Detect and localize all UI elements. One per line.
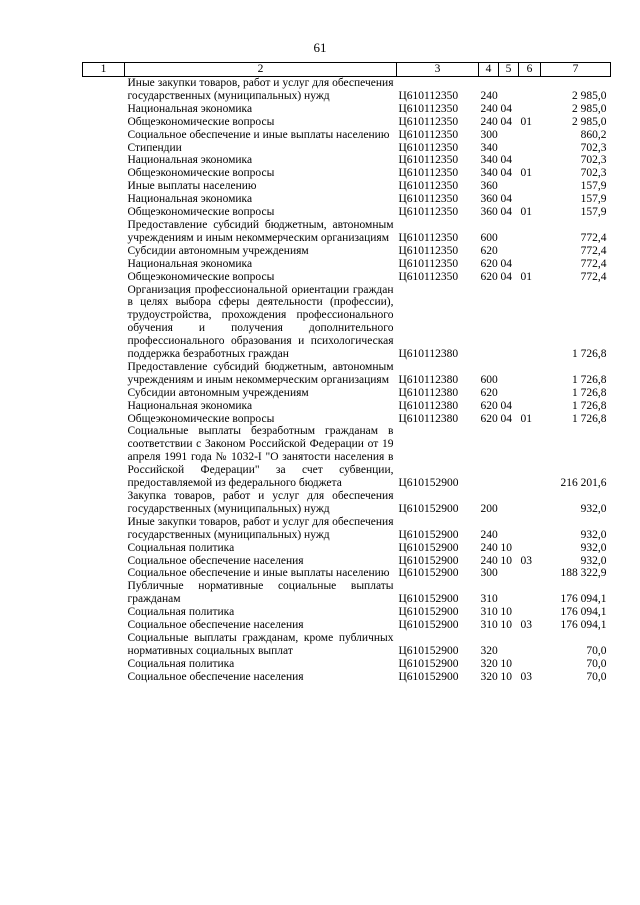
row-section (499, 567, 519, 580)
row-expense-type: 320 (480, 644, 498, 657)
table-row (83, 413, 611, 426)
row-expense-type: 310 (480, 619, 498, 632)
row-number-cell (83, 167, 125, 180)
row-target-code: Ц610112350 (398, 102, 459, 115)
table-row (83, 606, 611, 619)
table-row (83, 490, 611, 516)
row-target-code: Ц610112350 (398, 154, 459, 167)
row-section (499, 516, 519, 542)
row-section: 04 (500, 399, 512, 412)
table-row (83, 167, 611, 180)
row-subsection (519, 129, 541, 142)
row-expense-type: 620 (480, 412, 498, 425)
row-section (499, 180, 519, 193)
row-subsection (519, 193, 541, 206)
row-name: Общеэкономические вопросы (127, 206, 275, 219)
row-expense-type: 340 (480, 154, 498, 167)
row-name: Субсидии автономным учреждениям (127, 244, 309, 257)
row-section: 04 (500, 412, 512, 425)
row-section: 04 (500, 154, 512, 167)
row-number-cell (83, 142, 125, 155)
row-name: Национальная экономика (127, 193, 253, 206)
row-name: Иные выплаты населению (127, 180, 257, 193)
row-target-code: Ц610152900 (398, 502, 459, 515)
row-target-code: Ц610112350 (398, 231, 459, 244)
column-header-6: 6 (519, 63, 541, 77)
row-amount: 702,3 (580, 154, 607, 167)
table-row (83, 142, 611, 155)
row-target-code: Ц610152900 (398, 657, 459, 670)
row-name: Национальная экономика (127, 154, 253, 167)
row-target-code: Ц610112350 (398, 115, 459, 128)
row-name: Социальная политика (127, 606, 235, 619)
table-row (83, 206, 611, 219)
table-row (83, 632, 611, 658)
row-expense-type: 240 (480, 89, 498, 102)
row-subsection: 03 (520, 554, 532, 567)
row-number-cell (83, 400, 125, 413)
row-section: 10 (500, 619, 512, 632)
table-row (83, 361, 611, 387)
row-target-code: Ц610112350 (398, 167, 459, 180)
table-row (83, 619, 611, 632)
row-target-code: Ц610112350 (398, 270, 459, 283)
row-subsection (519, 284, 541, 361)
row-name: Социальное обеспечение и иные выплаты населению (127, 567, 390, 580)
row-subsection (519, 490, 541, 516)
row-name: Социальное обеспечение населения (127, 554, 304, 567)
row-target-code: Ц610112350 (398, 128, 459, 141)
table-row (83, 387, 611, 400)
row-number-cell (83, 245, 125, 258)
row-number-cell (83, 206, 125, 219)
budget-table (82, 62, 611, 684)
row-number-cell (83, 284, 125, 361)
row-target-code: Ц610152900 (398, 567, 459, 580)
column-header-2: 2 (125, 63, 397, 77)
row-target-code: Ц610152900 (398, 528, 459, 541)
row-amount: 157,9 (580, 206, 607, 219)
row-expense-type: 620 (480, 386, 498, 399)
row-name: Общеэкономические вопросы (127, 115, 275, 128)
row-amount: 702,3 (580, 141, 607, 154)
row-subsection: 03 (520, 670, 532, 683)
row-number-cell (83, 606, 125, 619)
row-target-code: Ц610112380 (398, 386, 459, 399)
row-section: 04 (500, 206, 512, 219)
row-amount: 157,9 (580, 180, 607, 193)
row-target-code: Ц610152900 (398, 554, 459, 567)
row-subsection (519, 219, 541, 245)
row-section (499, 245, 519, 258)
row-amount: 932,0 (580, 528, 607, 541)
table-row (83, 555, 611, 568)
row-subsection: 01 (520, 270, 532, 283)
row-section: 10 (500, 541, 512, 554)
row-target-code: Ц610152900 (398, 477, 459, 490)
row-name: Публичные нормативные социальные выплаты гражданам (127, 580, 394, 606)
row-section (499, 387, 519, 400)
table-row (83, 400, 611, 413)
row-name: Социальные выплаты гражданам, кроме публичных нормативных социальных выплат (127, 631, 394, 657)
column-header-4: 4 (479, 63, 499, 77)
row-expense-type: 240 (480, 528, 498, 541)
row-amount: 932,0 (580, 554, 607, 567)
row-amount: 70,0 (586, 644, 607, 657)
row-amount: 1 726,8 (572, 399, 607, 412)
table-body (83, 77, 611, 684)
row-expense-type: 320 (480, 657, 498, 670)
row-subsection (519, 542, 541, 555)
row-section: 10 (500, 606, 512, 619)
row-amount: 176 094,1 (560, 619, 607, 632)
row-section (499, 142, 519, 155)
row-expense-type: 240 (480, 115, 498, 128)
row-name: Предоставление субсидий бюджетным, автономным учреждениям и иным некоммерческим организациям (127, 360, 394, 386)
row-section (499, 632, 519, 658)
row-name: Социальное обеспечение населения (127, 619, 304, 632)
row-target-code: Ц610152900 (398, 644, 459, 657)
table-header (83, 63, 611, 77)
row-number-cell (83, 658, 125, 671)
row-subsection: 01 (520, 115, 532, 128)
row-amount: 2 985,0 (572, 102, 607, 115)
row-section (499, 425, 519, 490)
row-amount: 2 985,0 (572, 89, 607, 102)
row-expense-type: 310 (480, 593, 498, 606)
row-name: Общеэкономические вопросы (127, 412, 275, 425)
row-subsection (519, 361, 541, 387)
row-number-cell (83, 103, 125, 116)
table-row (83, 245, 611, 258)
row-expense-type: 620 (480, 270, 498, 283)
row-amount: 1 726,8 (572, 348, 607, 361)
row-number-cell (83, 193, 125, 206)
row-section: 04 (500, 193, 512, 206)
row-name: Предоставление субсидий бюджетным, автономным учреждениям и иным некоммерческим организациям (127, 218, 394, 244)
row-expense-type: 620 (480, 399, 498, 412)
row-amount: 772,4 (580, 257, 607, 270)
row-name: Социальное обеспечение и иные выплаты населению (127, 128, 390, 141)
row-number-cell (83, 387, 125, 400)
row-expense-type: 240 (480, 541, 498, 554)
row-subsection (519, 180, 541, 193)
page-number: 61 (313, 40, 327, 55)
row-number-cell (83, 219, 125, 245)
table-row (83, 129, 611, 142)
row-target-code: Ц610152900 (398, 593, 459, 606)
row-number-cell (83, 542, 125, 555)
row-subsection (519, 567, 541, 580)
row-number-cell (83, 490, 125, 516)
row-expense-type: 300 (480, 128, 498, 141)
row-target-code: Ц610152900 (398, 541, 459, 554)
table-row (83, 271, 611, 284)
row-subsection (519, 632, 541, 658)
table-row (83, 284, 611, 361)
table-row (83, 658, 611, 671)
row-target-code: Ц610112350 (398, 206, 459, 219)
row-section (499, 361, 519, 387)
row-expense-type: 240 (480, 102, 498, 115)
row-subsection (519, 77, 541, 103)
row-section: 04 (500, 257, 512, 270)
row-amount: 932,0 (580, 541, 607, 554)
column-header-7: 7 (541, 63, 611, 77)
row-expense-type: 360 (480, 193, 498, 206)
row-subsection (519, 142, 541, 155)
row-expense-type: 240 (480, 554, 498, 567)
row-name: Социальное обеспечение населения (127, 670, 304, 683)
row-name: Иные закупки товаров, работ и услуг для обеспечения государственных (муниципальных) нужд (127, 77, 394, 102)
table-row (83, 193, 611, 206)
table-row (83, 580, 611, 606)
row-section (499, 284, 519, 361)
row-amount: 772,4 (580, 231, 607, 244)
row-expense-type: 620 (480, 257, 498, 270)
row-section: 04 (500, 102, 512, 115)
row-expense-type: 340 (480, 167, 498, 180)
row-number-cell (83, 129, 125, 142)
row-amount: 70,0 (586, 657, 607, 670)
column-header-5: 5 (499, 63, 519, 77)
row-amount: 188 322,9 (560, 567, 607, 580)
row-subsection (519, 606, 541, 619)
row-expense-type: 360 (480, 206, 498, 219)
row-expense-type: 310 (480, 606, 498, 619)
row-name: Общеэкономические вопросы (127, 167, 275, 180)
row-name: Субсидии автономным учреждениям (127, 386, 309, 399)
row-section: 04 (500, 270, 512, 283)
table-row (83, 219, 611, 245)
row-target-code: Ц610152900 (398, 670, 459, 683)
row-expense-type: 620 (480, 244, 498, 257)
row-amount: 2 985,0 (572, 115, 607, 128)
row-target-code: Ц610112380 (398, 399, 459, 412)
row-subsection (519, 258, 541, 271)
row-subsection (519, 245, 541, 258)
row-subsection: 01 (520, 206, 532, 219)
table-row (83, 103, 611, 116)
table-row (83, 180, 611, 193)
row-number-cell (83, 619, 125, 632)
row-amount: 702,3 (580, 167, 607, 180)
row-amount: 1 726,8 (572, 386, 607, 399)
row-expense-type: 340 (480, 141, 498, 154)
row-name: Социальные выплаты безработным гражданам в соответствии с Законом Российской Федерации от 19 апреля 1991 года № 1032-I "О занятости населения в Российской Федерации" за счет субвенции, предоставляемой из федерального бюджета (127, 425, 394, 490)
row-amount: 1 726,8 (572, 373, 607, 386)
row-target-code: Ц610112380 (398, 373, 459, 386)
row-amount: 216 201,6 (560, 477, 607, 490)
row-subsection: 03 (520, 619, 532, 632)
row-expense-type (479, 425, 499, 490)
row-name: Закупка товаров, работ и услуг для обеспечения государственных (муниципальных) нужд (127, 490, 394, 515)
row-name: Социальная политика (127, 541, 235, 554)
row-number-cell (83, 555, 125, 568)
row-name: Национальная экономика (127, 102, 253, 115)
row-target-code: Ц610112350 (398, 244, 459, 257)
row-name: Иные закупки товаров, работ и услуг для обеспечения государственных (муниципальных) нужд (127, 515, 394, 541)
row-number-cell (83, 580, 125, 606)
row-subsection (519, 516, 541, 542)
row-section: 10 (500, 657, 512, 670)
row-amount: 772,4 (580, 244, 607, 257)
row-number-cell (83, 632, 125, 658)
table-row (83, 116, 611, 129)
row-target-code: Ц610112350 (398, 141, 459, 154)
row-subsection (519, 425, 541, 490)
row-subsection: 01 (520, 412, 532, 425)
row-number-cell (83, 425, 125, 490)
row-number-cell (83, 258, 125, 271)
column-header-3: 3 (397, 63, 479, 77)
row-expense-type: 600 (480, 373, 498, 386)
row-name: Национальная экономика (127, 399, 253, 412)
row-section (499, 77, 519, 103)
row-name: Организация профессиональной ориентации граждан в целях выбора сферы деятельности (профессии), трудоустройства, прохождения профессионального обучения и получения дополнительного профессионального образования и психологическая поддержка безработных граждан (127, 283, 394, 361)
row-target-code: Ц610112350 (398, 193, 459, 206)
row-subsection (519, 387, 541, 400)
row-subsection (519, 400, 541, 413)
row-number-cell (83, 361, 125, 387)
row-expense-type: 320 (480, 670, 498, 683)
row-number-cell (83, 413, 125, 426)
row-expense-type (479, 284, 499, 361)
row-name: Общеэкономические вопросы (127, 270, 275, 283)
row-number-cell (83, 77, 125, 103)
row-number-cell (83, 116, 125, 129)
row-number-cell (83, 271, 125, 284)
header-row (83, 63, 611, 77)
row-subsection (519, 580, 541, 606)
row-section: 04 (500, 167, 512, 180)
row-amount: 932,0 (580, 502, 607, 515)
row-amount: 176 094,1 (560, 593, 607, 606)
row-target-code: Ц610112380 (398, 412, 459, 425)
row-target-code: Ц610112350 (398, 89, 459, 102)
row-amount: 157,9 (580, 193, 607, 206)
row-section: 10 (500, 554, 512, 567)
row-section (499, 219, 519, 245)
row-target-code: Ц610112350 (398, 257, 459, 270)
column-header-1: 1 (83, 63, 125, 77)
row-amount: 176 094,1 (560, 606, 607, 619)
row-expense-type: 200 (480, 502, 498, 515)
row-number-cell (83, 567, 125, 580)
row-number-cell (83, 154, 125, 167)
row-section (499, 580, 519, 606)
row-amount: 70,0 (586, 670, 607, 683)
table-row (83, 258, 611, 271)
row-section (499, 129, 519, 142)
row-subsection (519, 154, 541, 167)
row-amount: 772,4 (580, 270, 607, 283)
row-amount: 860,2 (580, 128, 607, 141)
row-target-code: Ц610112350 (398, 180, 459, 193)
row-name: Социальная политика (127, 657, 235, 670)
table-row (83, 567, 611, 580)
row-number-cell (83, 516, 125, 542)
row-subsection (519, 658, 541, 671)
row-target-code: Ц610152900 (398, 619, 459, 632)
row-section (499, 490, 519, 516)
row-expense-type: 600 (480, 231, 498, 244)
table-row (83, 542, 611, 555)
table-row (83, 671, 611, 684)
row-subsection (519, 103, 541, 116)
row-section: 04 (500, 115, 512, 128)
row-subsection: 01 (520, 167, 532, 180)
table-row (83, 516, 611, 542)
row-section: 10 (500, 670, 512, 683)
row-expense-type: 360 (480, 180, 498, 193)
row-amount: 1 726,8 (572, 412, 607, 425)
row-name: Национальная экономика (127, 257, 253, 270)
row-number-cell (83, 180, 125, 193)
row-target-code: Ц610152900 (398, 606, 459, 619)
table-row (83, 425, 611, 490)
row-expense-type: 300 (480, 567, 498, 580)
row-number-cell (83, 671, 125, 684)
table-row (83, 77, 611, 103)
row-target-code: Ц610112380 (398, 348, 459, 361)
table-row (83, 154, 611, 167)
row-name: Стипендии (127, 141, 182, 154)
